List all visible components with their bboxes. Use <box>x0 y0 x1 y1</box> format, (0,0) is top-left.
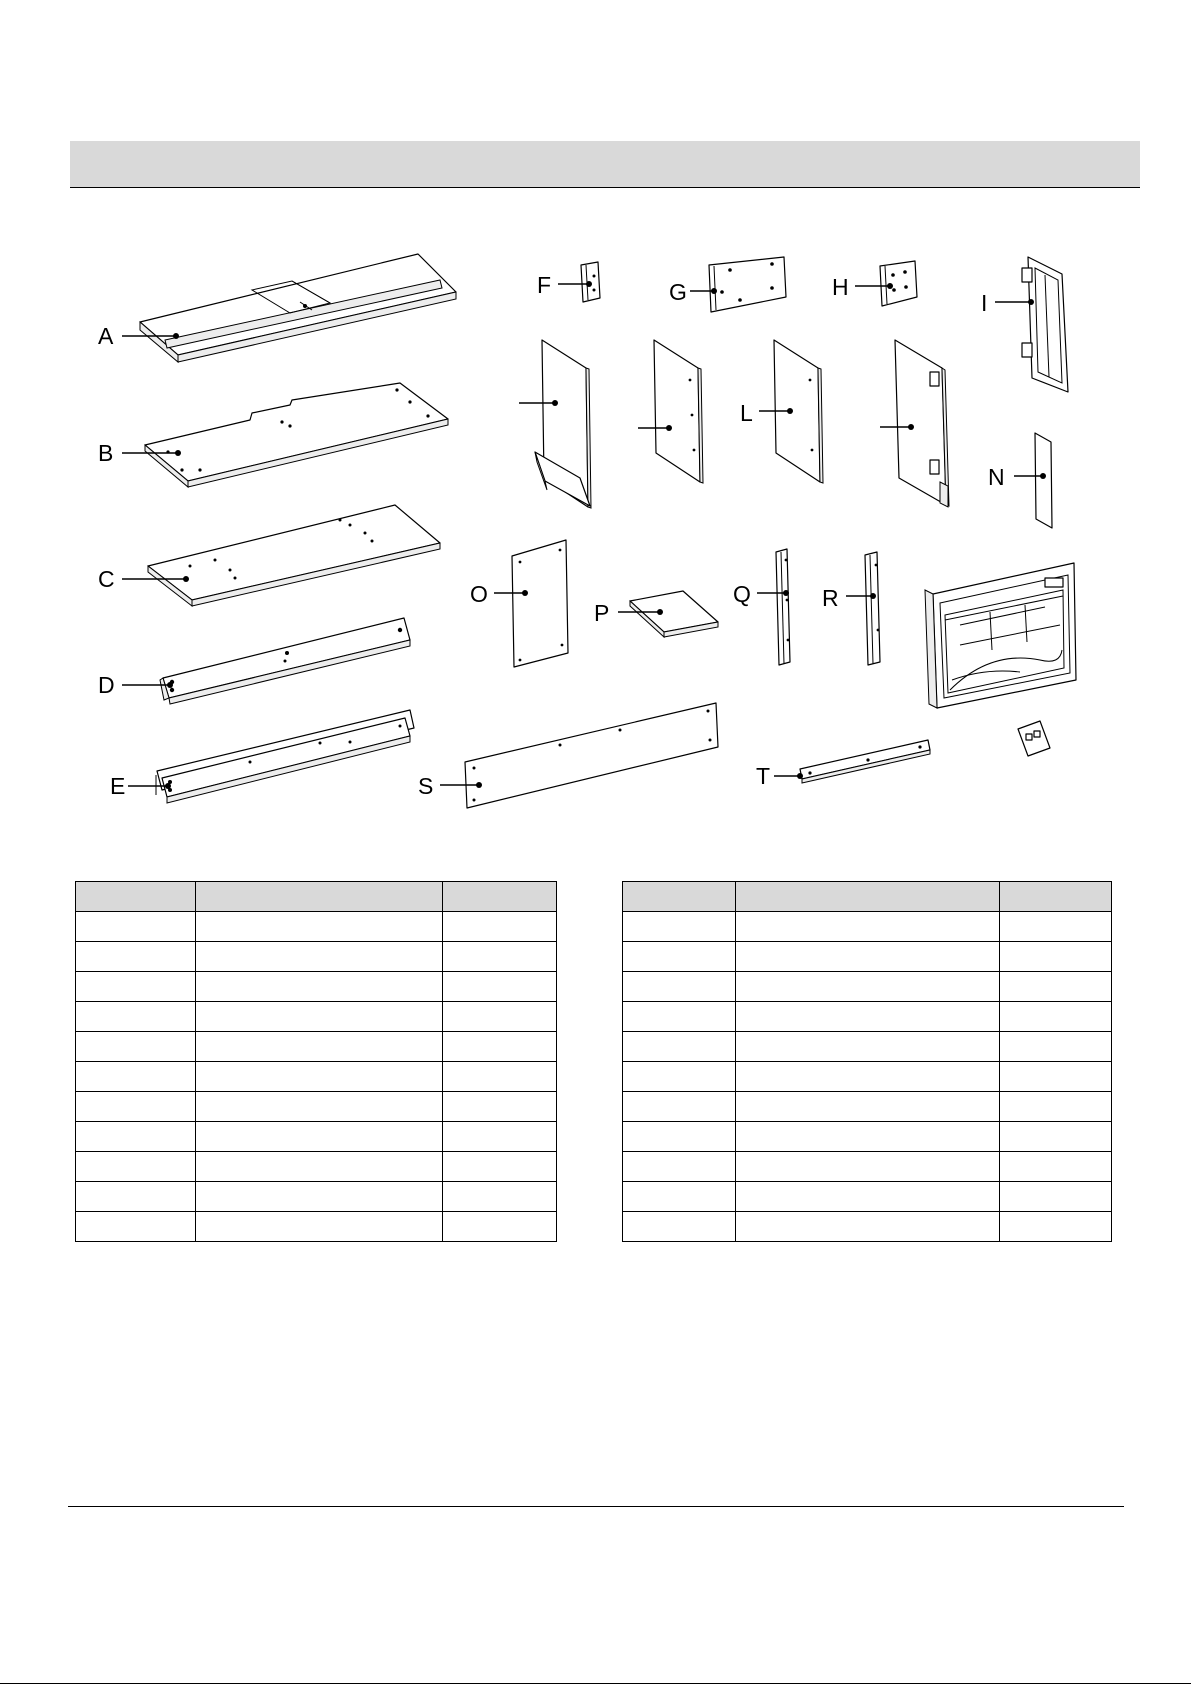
table-cell <box>1000 1152 1112 1182</box>
table-cell <box>443 1212 557 1242</box>
table-row <box>623 912 1112 942</box>
parts-table-right <box>622 881 1112 1242</box>
part-a-drawing <box>140 254 456 362</box>
table-body <box>76 912 557 1242</box>
table-cell <box>1000 1092 1112 1122</box>
part-g-drawing <box>709 257 786 312</box>
table-cell <box>196 1122 443 1152</box>
part-s-drawing <box>465 703 718 808</box>
part-f-label: F <box>537 272 552 298</box>
part-n-label: N <box>988 464 1005 490</box>
table-cell <box>76 1212 196 1242</box>
table-cell <box>76 1002 196 1032</box>
table-cell <box>196 1062 443 1092</box>
table-row <box>623 972 1112 1002</box>
table-cell <box>196 1152 443 1182</box>
table-cell <box>196 1002 443 1032</box>
table-cell <box>623 1212 736 1242</box>
part-l-label: L <box>740 400 753 426</box>
part-b-label: B <box>98 440 114 466</box>
table-cell <box>443 942 557 972</box>
table-cell <box>1000 1122 1112 1152</box>
table-row <box>76 942 557 972</box>
table-cell <box>76 1062 196 1092</box>
table-cell <box>736 1212 1000 1242</box>
table-cell <box>623 942 736 972</box>
table-cell <box>196 942 443 972</box>
table-cell <box>736 1032 1000 1062</box>
table-cell <box>443 1032 557 1062</box>
part-o-label: O <box>470 581 488 607</box>
part-e-drawing <box>156 710 414 803</box>
table-header-cell <box>1000 882 1112 912</box>
table-header-row <box>623 882 1112 912</box>
table-cell <box>76 972 196 1002</box>
table-cell <box>1000 942 1112 972</box>
table-cell <box>76 1032 196 1062</box>
table-row <box>623 1092 1112 1122</box>
table-cell <box>443 1152 557 1182</box>
side-panel-drawing-1 <box>535 340 591 508</box>
table-row <box>623 1152 1112 1182</box>
table-header-cell <box>196 882 443 912</box>
table-cell <box>623 1092 736 1122</box>
table-cell <box>1000 972 1112 1002</box>
parts-diagram <box>0 0 1191 840</box>
table-cell <box>736 1062 1000 1092</box>
table-cell <box>623 1002 736 1032</box>
table-cell <box>443 1182 557 1212</box>
table-row <box>623 1032 1112 1062</box>
table-cell <box>76 1152 196 1182</box>
table-cell <box>76 942 196 972</box>
table-cell <box>1000 1212 1112 1242</box>
table-header-cell <box>443 882 557 912</box>
part-e-label: E <box>110 773 126 799</box>
table-body <box>623 912 1112 1242</box>
table-cell <box>443 1062 557 1092</box>
table-cell <box>1000 1182 1112 1212</box>
remote-control-drawing <box>1018 721 1050 756</box>
table-cell <box>196 1032 443 1062</box>
table-cell <box>1000 1062 1112 1092</box>
table-cell <box>623 1032 736 1062</box>
part-h-drawing <box>880 261 917 306</box>
table-row <box>76 1122 557 1152</box>
table-cell <box>196 912 443 942</box>
table-row <box>76 1032 557 1062</box>
part-t-drawing <box>800 740 930 783</box>
table-row <box>623 1212 1112 1242</box>
page-bottom-edge <box>0 1683 1191 1684</box>
table-cell <box>623 972 736 1002</box>
table-cell <box>443 1122 557 1152</box>
part-p-label: P <box>594 600 610 626</box>
table-cell <box>1000 1032 1112 1062</box>
part-c-drawing <box>148 505 440 606</box>
part-n-drawing <box>1035 433 1052 528</box>
table-cell <box>736 1002 1000 1032</box>
table-cell <box>443 972 557 1002</box>
table-cell <box>76 1182 196 1212</box>
table-cell <box>736 942 1000 972</box>
table-cell <box>76 1092 196 1122</box>
part-b-drawing <box>145 383 448 487</box>
table-cell <box>736 1122 1000 1152</box>
table-cell <box>623 912 736 942</box>
table-row <box>76 1002 557 1032</box>
table-cell <box>736 912 1000 942</box>
part-d-label: D <box>98 672 115 698</box>
table-cell <box>623 1182 736 1212</box>
part-p-drawing <box>630 591 718 637</box>
table-cell <box>443 912 557 942</box>
table-header-row <box>76 882 557 912</box>
table-cell <box>623 1152 736 1182</box>
table-row <box>623 1002 1112 1032</box>
table-row <box>76 1062 557 1092</box>
table-cell <box>196 1182 443 1212</box>
table-cell <box>1000 1002 1112 1032</box>
table-cell <box>736 1182 1000 1212</box>
table-row <box>76 1212 557 1242</box>
part-r-drawing <box>865 552 880 665</box>
side-panel-drawing-3 <box>895 340 949 507</box>
table-cell <box>196 972 443 1002</box>
table-row <box>76 912 557 942</box>
table-cell <box>736 972 1000 1002</box>
part-q-drawing <box>776 549 790 665</box>
part-i-label: I <box>981 290 988 316</box>
table-row <box>623 1182 1112 1212</box>
table-row <box>76 1092 557 1122</box>
part-r-label: R <box>822 585 839 611</box>
part-i-drawing <box>1022 257 1068 392</box>
table-cell <box>76 1122 196 1152</box>
table-header-cell <box>76 882 196 912</box>
table-cell <box>196 1092 443 1122</box>
fireplace-insert-drawing <box>925 563 1076 708</box>
part-t-label: T <box>756 763 771 789</box>
table-row <box>623 942 1112 972</box>
table-row <box>623 1062 1112 1092</box>
part-o-drawing <box>512 540 568 667</box>
part-a-label: A <box>98 323 114 349</box>
footer-divider <box>68 1506 1124 1507</box>
part-d-drawing <box>160 618 410 704</box>
table-row <box>76 972 557 1002</box>
part-h-label: H <box>832 274 849 300</box>
table-header-cell <box>623 882 736 912</box>
table-cell <box>196 1212 443 1242</box>
table-cell <box>736 1092 1000 1122</box>
parts-diagram-svg <box>0 0 1191 840</box>
table-cell <box>76 912 196 942</box>
side-panel-drawing-2 <box>654 340 703 483</box>
part-g-label: G <box>669 279 687 305</box>
table-cell <box>1000 912 1112 942</box>
part-c-label: C <box>98 566 115 592</box>
table-cell <box>443 1092 557 1122</box>
table-cell <box>443 1002 557 1032</box>
table-header-cell <box>736 882 1000 912</box>
table-cell <box>623 1062 736 1092</box>
table-row <box>76 1152 557 1182</box>
part-s-label: S <box>418 773 434 799</box>
parts-table-left <box>75 881 557 1242</box>
part-q-label: Q <box>733 581 751 607</box>
table-cell <box>623 1122 736 1152</box>
table-row <box>76 1182 557 1212</box>
table-cell <box>736 1152 1000 1182</box>
table-row <box>623 1122 1112 1152</box>
